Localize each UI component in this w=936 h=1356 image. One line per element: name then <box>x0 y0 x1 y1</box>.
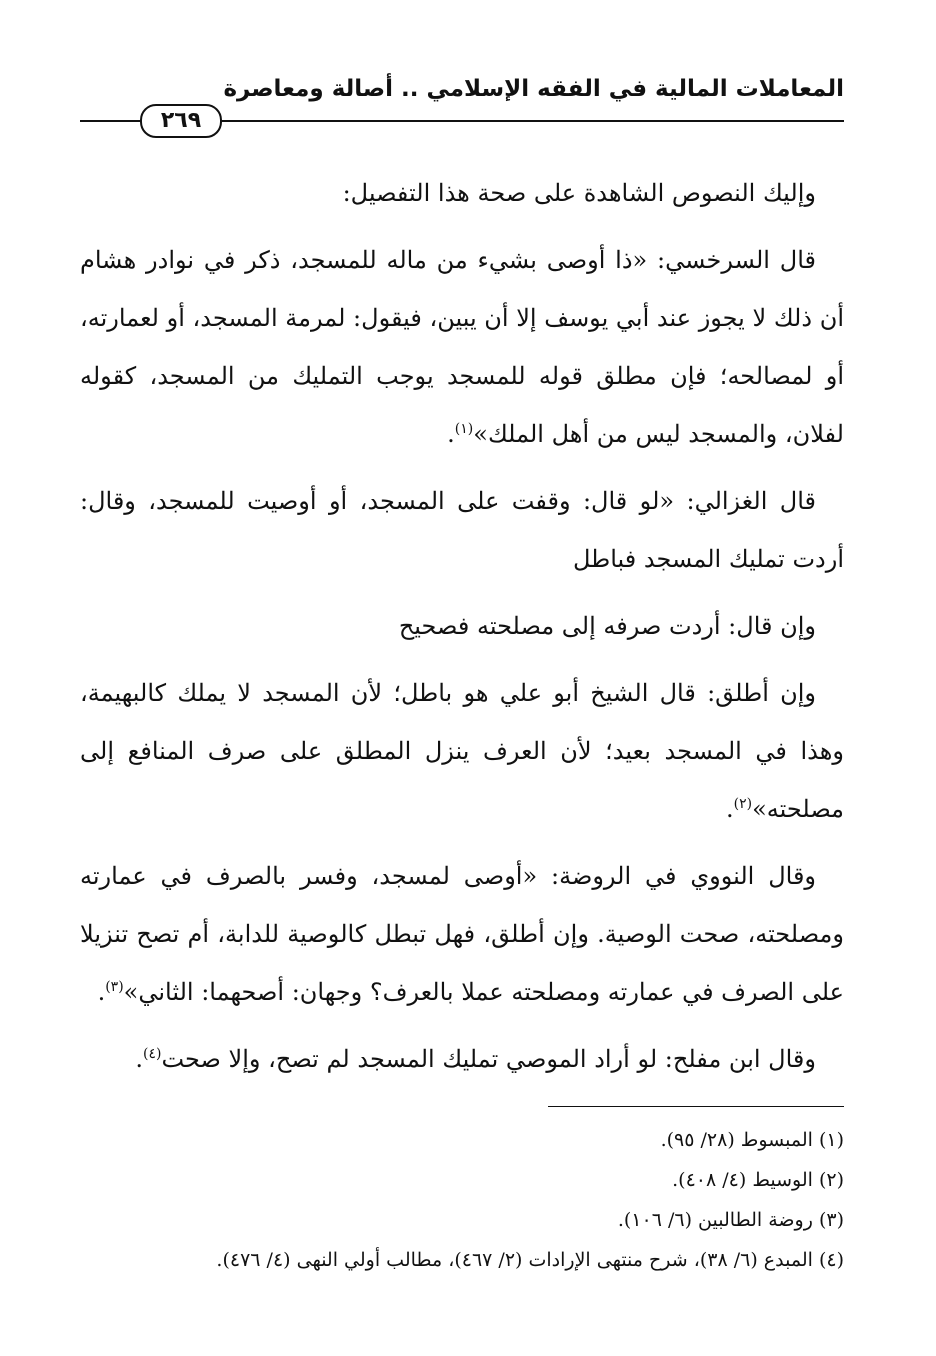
paragraph-intro <box>80 164 844 222</box>
footnote-marker: (٣) <box>105 979 124 995</box>
footnote-marker: (٢) <box>733 796 753 812</box>
paragraph-sarakhsi-quote: قال السرخسي: «ذا أوصى بشيء من ماله للمسجد، ذكر في نوادر هشام أن ذلك لا يجوز عند أبي يوسف إلا أن يبين، فيقول: لمرمة المسجد، أو لعمارته، أو لمصالحه؛ فإن مطلق قوله للمسجد يوجب التمليك من المسجد، كقوله لفلان، والمسجد ليس من أهل الملك»$^{(١)}$. <box>80 246 844 448</box>
footnote-item: (١) المبسوط (٢٨/ ٩٥). <box>660 1129 844 1151</box>
paragraph-text: قال الغزالي: «لو قال: وقفت على المسجد، أو أوصيت للمسجد، وقال: أردت تمليك المسجد فباطل <box>80 487 844 573</box>
paragraph-text: قال السرخسي: «ذا أوصى بشيء من ماله للمسجد، ذكر في نوادر هشام أن ذلك لا يجوز عند أبي يوسف إلا أن يبين، فيقول: لمرمة المسجد، أو لعمارته، أو لمصالحه؛ فإن مطلق قوله للمسجد يوجب التمليك من المسجد، كقوله لفلان، والمسجد ليس من أهل الملك» <box>80 246 844 448</box>
running-head-title: المعاملات المالية في الفقه الإسلامي .. أصالة ومعاصرة <box>223 76 844 102</box>
paragraph-text: وقال النووي في الروضة: «أوصى لمسجد، وفسر بالصرف في عمارته ومصلحته، صحت الوصية. وإن أطلق، فهل تبطل كالوصية للدابة، أم تصح تنزيلا على الصرف في عمارته ومصلحته عملا بالعرف؟ وجهان: أصحهما: الثاني» <box>80 862 844 1006</box>
paragraph-text: وإن قال: أردت صرفه إلى مصلحته فصحيح <box>398 612 816 640</box>
paragraph-text: وقال ابن مفلح: لو أراد الموصي تمليك المسجد لم تصح، وإلا صحت <box>161 1045 816 1073</box>
footnote-item: (٣) روضة الطالبين (٦/ ١٠٦). <box>617 1209 844 1231</box>
paragraph-ghazali-case-3: وإن أطلق: قال الشيخ أبو علي هو باطل؛ لأن المسجد لا يملك كالبهيمة، وهذا في المسجد بعيد؛ لأن العرف ينزل المطلق على صرف المنافع إلى مصلحته»$^{(٢)}$. <box>80 679 844 823</box>
footnote-marker: (٤) <box>142 1046 162 1062</box>
paragraph-ghazali-quote <box>80 472 844 588</box>
footnote-marker: (١) <box>454 421 474 437</box>
paragraph-nawawi-quote: وقال النووي في الروضة: «أوصى لمسجد، وفسر بالصرف في عمارته ومصلحته، صحت الوصية. وإن أطلق، فهل تبطل كالوصية للدابة، أم تصح تنزيلا على الصرف في عمارته ومصلحته عملا بالعرف؟ وجهان: أصحهما: الثاني»$^{(٣)}$. <box>80 862 844 1006</box>
page-number-badge: ٢٦٩ <box>140 104 222 138</box>
paragraph-text: وإليك النصوص الشاهدة على صحة هذا التفصيل: <box>342 179 816 207</box>
paragraph-ghazali-case-2 <box>80 597 844 655</box>
footnotes <box>80 1120 844 1280</box>
paragraph-ibn-muflih: وقال ابن مفلح: لو أراد الموصي تمليك المسجد لم تصح، وإلا صحت$^{(٤)}$. <box>135 1045 816 1073</box>
body-text <box>80 164 844 1097</box>
footnote-item: (٢) الوسيط (٤/ ٤٠٨). <box>672 1169 844 1191</box>
paragraph-text: وإن أطلق: قال الشيخ أبو علي هو باطل؛ لأن المسجد لا يملك كالبهيمة، وهذا في المسجد بعيد؛ لأن العرف ينزل المطلق على صرف المنافع إلى مصلحته» <box>80 679 844 823</box>
footnote-item: (٤) المبدع (٦/ ٣٨)، شرح منتهى الإرادات (٢/ ٤٦٧)، مطالب أولي النهى (٤/ ٤٧٦). <box>216 1249 844 1271</box>
footnote-separator <box>548 1106 844 1107</box>
